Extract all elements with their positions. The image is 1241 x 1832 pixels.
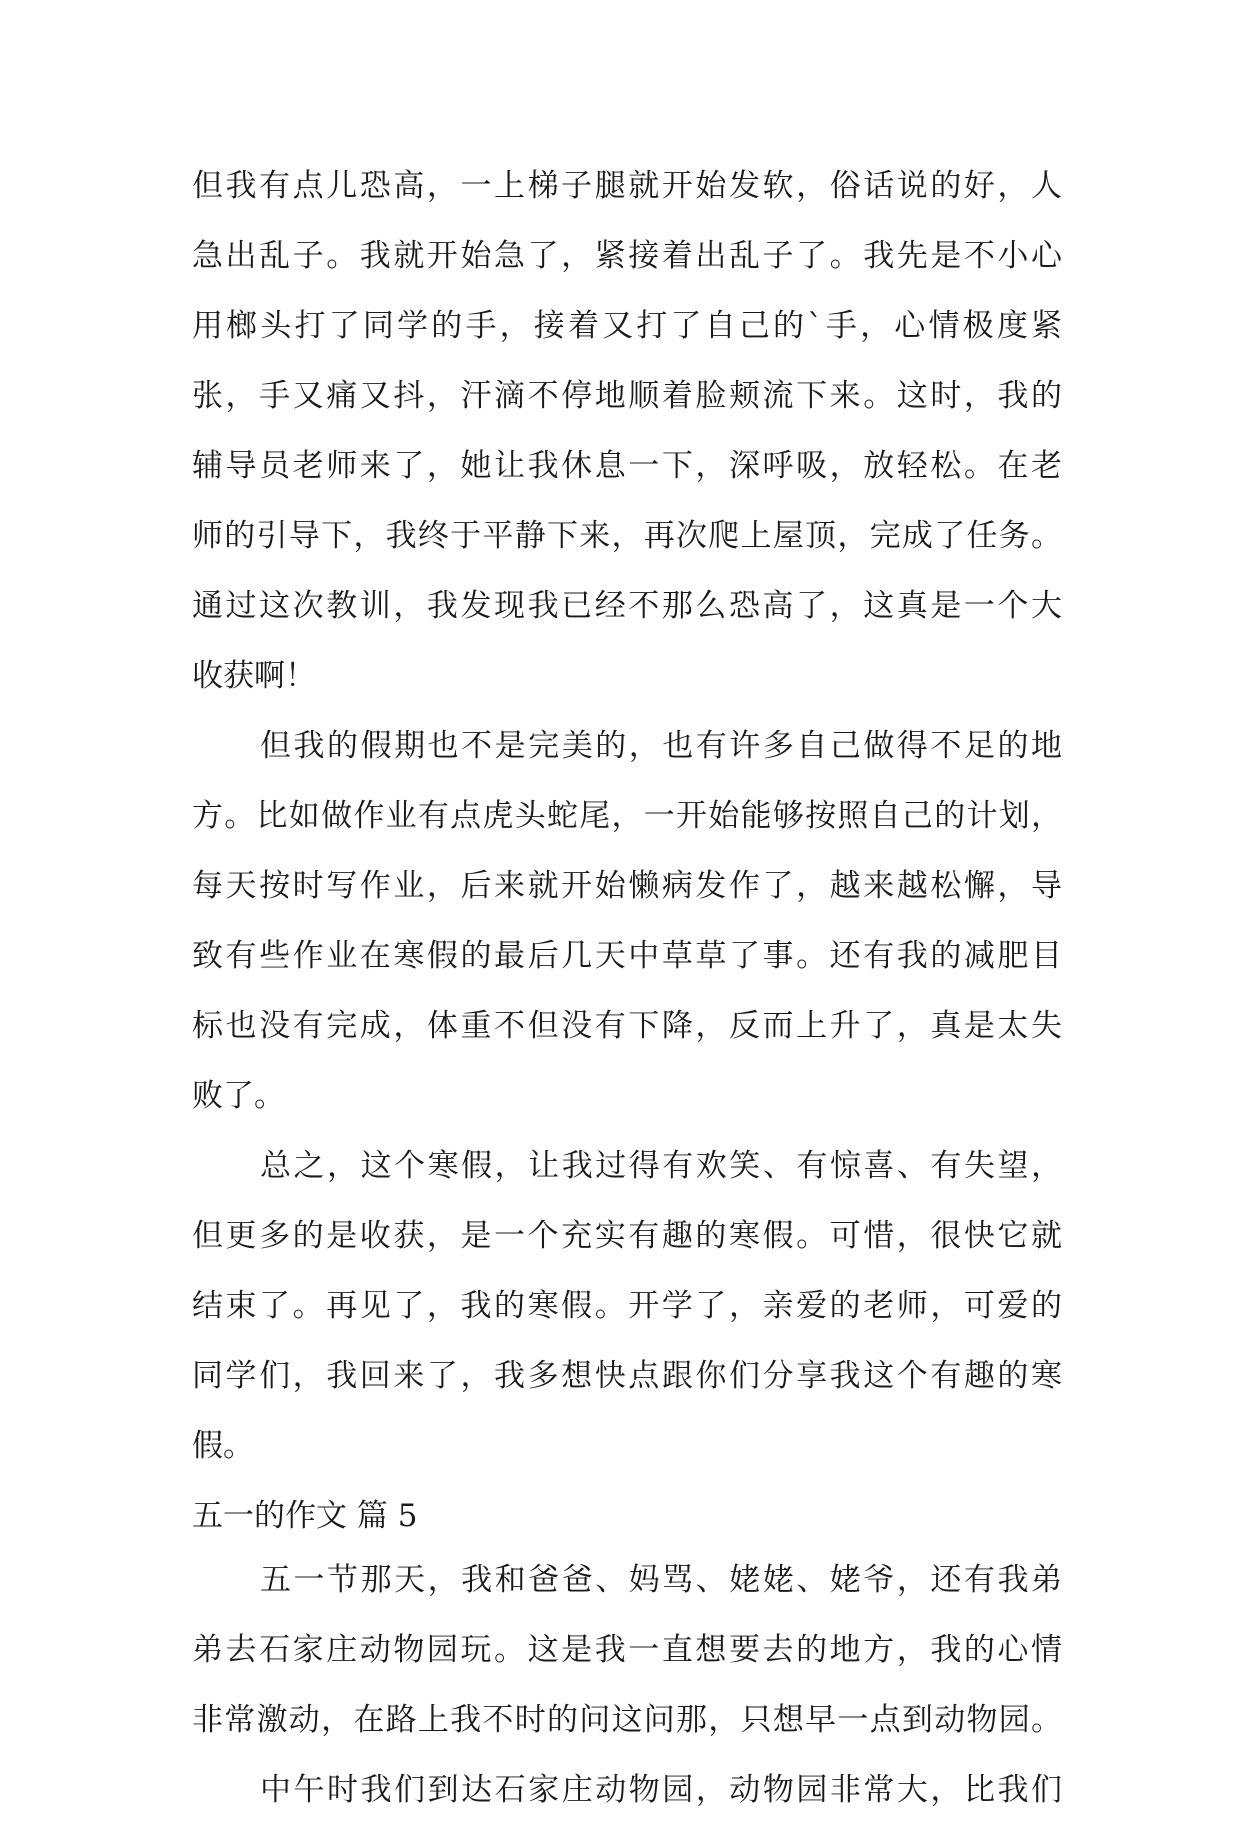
text-line: 急出乱子。我就开始急了，紧接着出乱子了。我先是不小心 bbox=[192, 238, 1062, 274]
text-line: 致有些作业在寒假的最后几天中草草了事。还有我的减肥目 bbox=[192, 938, 1062, 974]
text-line: 方。比如做作业有点虎头蛇尾，一开始能够按照自己的计划， bbox=[192, 798, 1062, 834]
text-line: 但更多的是收获，是一个充实有趣的寒假。可惜，很快它就 bbox=[192, 1218, 1062, 1254]
text-line: 师的引导下，我终于平静下来，再次爬上屋顶，完成了任务。 bbox=[192, 518, 1062, 554]
text-line: 中午时我们到达石家庄动物园，动物园非常大，比我们 bbox=[260, 1772, 1062, 1808]
text-line: 弟去石家庄动物园玩。这是我一直想要去的地方，我的心情 bbox=[192, 1632, 1062, 1668]
text-line: 张，手又痛又抖，汗滴不停地顺着脸颊流下来。这时，我的 bbox=[192, 378, 1062, 414]
text-block-essay-5 bbox=[192, 1552, 1062, 1832]
text-line: 假。 bbox=[192, 1428, 254, 1464]
text-line: 但我有点儿恐高，一上梯子腿就开始发软，俗话说的好，人 bbox=[192, 168, 1062, 204]
text-line: 但我的假期也不是完美的，也有许多自己做得不足的地 bbox=[260, 728, 1062, 764]
text-line: 结束了。再见了，我的寒假。开学了，亲爱的老师，可爱的 bbox=[192, 1288, 1062, 1324]
text-line: 五一节那天，我和爸爸、妈骂、姥姥、姥爷，还有我弟 bbox=[260, 1562, 1062, 1598]
text-line: 用榔头打了同学的手，接着又打了自己的`手，心情极度紧 bbox=[192, 308, 1062, 344]
text-block-essay-4-ending bbox=[192, 158, 1062, 1488]
text-line: 每天按时写作业，后来就开始懒病发作了，越来越松懈，导 bbox=[192, 868, 1062, 904]
text-line: 非常激动，在路上我不时的问这问那，只想早一点到动物园。 bbox=[192, 1702, 1062, 1738]
text-line: 总之，这个寒假，让我过得有欢笑、有惊喜、有失望， bbox=[260, 1148, 1062, 1184]
section-heading: 五一的作文 篇 5 bbox=[192, 1498, 418, 1534]
document-page bbox=[192, 158, 1062, 1832]
text-line: 辅导员老师来了，她让我休息一下，深呼吸，放轻松。在老 bbox=[192, 448, 1062, 484]
text-line: 同学们，我回来了，我多想快点跟你们分享我这个有趣的寒 bbox=[192, 1358, 1062, 1394]
text-line: 标也没有完成，体重不但没有下降，反而上升了，真是太失 bbox=[192, 1008, 1062, 1044]
text-line: 收获啊！ bbox=[192, 658, 316, 694]
text-line: 败了。 bbox=[192, 1078, 285, 1114]
text-line: 通过这次教训，我发现我已经不那么恐高了，这真是一个大 bbox=[192, 588, 1062, 624]
